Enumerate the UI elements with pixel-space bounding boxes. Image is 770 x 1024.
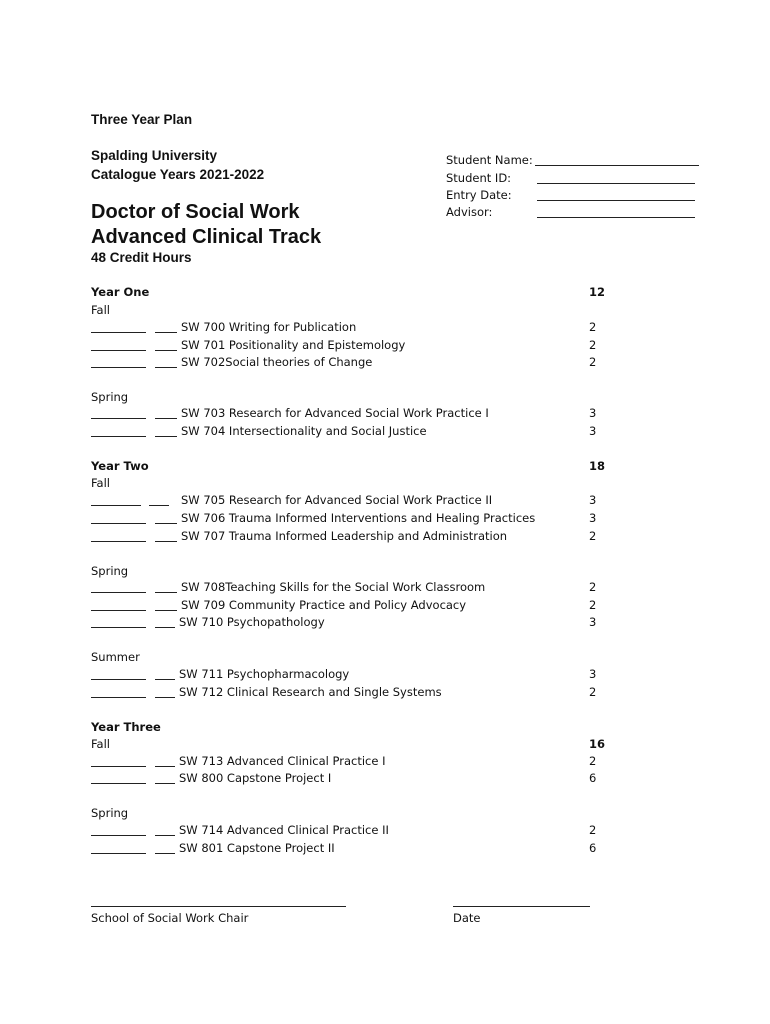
- grade-blank[interactable]: [91, 495, 141, 506]
- term-blank[interactable]: [155, 843, 175, 854]
- course-credits: 2: [589, 529, 597, 543]
- course-name: SW 702Social theories of Change: [181, 355, 373, 369]
- term-label: Fall: [91, 737, 110, 751]
- year-heading: Year One: [91, 285, 150, 299]
- program-title-line2: Advanced Clinical Track: [91, 226, 322, 248]
- course-name: SW 703 Research for Advanced Social Work Practice I: [181, 406, 489, 420]
- grade-blank[interactable]: [91, 825, 146, 836]
- grade-blank[interactable]: [91, 357, 146, 368]
- grade-blank[interactable]: [91, 340, 146, 351]
- year-heading: Year Three: [91, 720, 161, 734]
- advisor-label: Advisor:: [446, 205, 493, 219]
- date-signature-line[interactable]: [453, 896, 590, 907]
- course-name: SW 706 Trauma Informed Interventions and Healing Practices: [181, 511, 536, 525]
- course-credits: 3: [589, 667, 597, 681]
- student-name-label: Student Name:: [446, 153, 533, 167]
- course-name: SW 712 Clinical Research and Single Systems: [179, 685, 442, 699]
- course-credits: 2: [589, 355, 597, 369]
- course-name: SW 701 Positionality and Epistemology: [181, 338, 406, 352]
- course-credits: 3: [589, 493, 597, 507]
- grade-blank[interactable]: [91, 773, 146, 784]
- plan-title: Three Year Plan: [91, 112, 193, 127]
- course-credits: 6: [589, 841, 597, 855]
- term-blank[interactable]: [155, 513, 177, 524]
- grade-blank[interactable]: [91, 843, 146, 854]
- course-name: SW 800 Capstone Project I: [179, 771, 332, 785]
- advisor-field[interactable]: [537, 207, 695, 218]
- term-blank[interactable]: [155, 617, 175, 628]
- course-name: SW 700 Writing for Publication: [181, 320, 357, 334]
- course-name: SW 708Teaching Skills for the Social Work Classroom: [181, 580, 486, 594]
- program-title-line1: Doctor of Social Work: [91, 201, 300, 223]
- course-credits: 2: [589, 823, 597, 837]
- term-label: Fall: [91, 476, 110, 490]
- date-signature-label: Date: [453, 911, 481, 925]
- term-label: Spring: [91, 564, 129, 578]
- grade-blank[interactable]: [91, 513, 146, 524]
- term-label: Fall: [91, 303, 110, 317]
- course-name: SW 801 Capstone Project II: [179, 841, 335, 855]
- grade-blank[interactable]: [91, 669, 146, 680]
- student-id-label: Student ID:: [446, 171, 512, 185]
- term-blank[interactable]: [155, 426, 177, 437]
- grade-blank[interactable]: [91, 531, 146, 542]
- grade-blank[interactable]: [91, 426, 146, 437]
- term-blank[interactable]: [155, 408, 177, 419]
- entry-date-label: Entry Date:: [446, 188, 512, 202]
- grade-blank[interactable]: [91, 617, 146, 628]
- course-credits: 2: [589, 685, 597, 699]
- year-heading: Year Two: [91, 459, 149, 473]
- course-credits: 3: [589, 615, 597, 629]
- course-name: SW 707 Trauma Informed Leadership and Administration: [181, 529, 508, 543]
- course-credits: 6: [589, 771, 597, 785]
- term-blank[interactable]: [155, 322, 177, 333]
- grade-blank[interactable]: [91, 408, 146, 419]
- term-blank[interactable]: [155, 825, 175, 836]
- year-total: 12: [589, 285, 606, 299]
- course-name: SW 704 Intersectionality and Social Justice: [181, 424, 427, 438]
- term-label: Spring: [91, 806, 129, 820]
- course-name: SW 711 Psychopharmacology: [179, 667, 350, 681]
- term-blank[interactable]: [155, 600, 177, 611]
- year-total: 16: [589, 737, 606, 751]
- course-credits: 3: [589, 511, 597, 525]
- course-credits: 2: [589, 338, 597, 352]
- credit-hours: 48 Credit Hours: [91, 250, 192, 265]
- term-label: Summer: [91, 650, 140, 664]
- grade-blank[interactable]: [91, 582, 146, 593]
- term-blank[interactable]: [155, 340, 177, 351]
- grade-blank[interactable]: [91, 756, 146, 767]
- course-name: SW 710 Psychopathology: [179, 615, 325, 629]
- chair-signature-line[interactable]: [91, 896, 346, 907]
- course-credits: 3: [589, 406, 597, 420]
- course-credits: 2: [589, 754, 597, 768]
- term-blank[interactable]: [155, 756, 175, 767]
- course-name: SW 705 Research for Advanced Social Work Practice II: [181, 493, 493, 507]
- course-name: SW 709 Community Practice and Policy Advocacy: [181, 598, 467, 612]
- chair-signature-label: School of Social Work Chair: [91, 911, 249, 925]
- term-blank[interactable]: [155, 669, 175, 680]
- grade-blank[interactable]: [91, 322, 146, 333]
- term-blank[interactable]: [149, 495, 169, 506]
- course-name: SW 714 Advanced Clinical Practice II: [179, 823, 389, 837]
- term-blank[interactable]: [155, 357, 177, 368]
- course-credits: 3: [589, 424, 597, 438]
- catalogue-years: Catalogue Years 2021-2022: [91, 167, 265, 182]
- university-name: Spalding University: [91, 148, 218, 163]
- term-blank[interactable]: [155, 687, 175, 698]
- grade-blank[interactable]: [91, 687, 146, 698]
- student-name-field[interactable]: [535, 155, 699, 166]
- term-blank[interactable]: [155, 582, 177, 593]
- grade-blank[interactable]: [91, 600, 146, 611]
- student-id-field[interactable]: [537, 173, 695, 184]
- entry-date-field[interactable]: [537, 190, 695, 201]
- course-credits: 2: [589, 598, 597, 612]
- term-label: Spring: [91, 390, 129, 404]
- term-blank[interactable]: [155, 531, 177, 542]
- year-total: 18: [589, 459, 606, 473]
- term-blank[interactable]: [155, 773, 175, 784]
- course-name: SW 713 Advanced Clinical Practice I: [179, 754, 386, 768]
- course-credits: 2: [589, 320, 597, 334]
- course-credits: 2: [589, 580, 597, 594]
